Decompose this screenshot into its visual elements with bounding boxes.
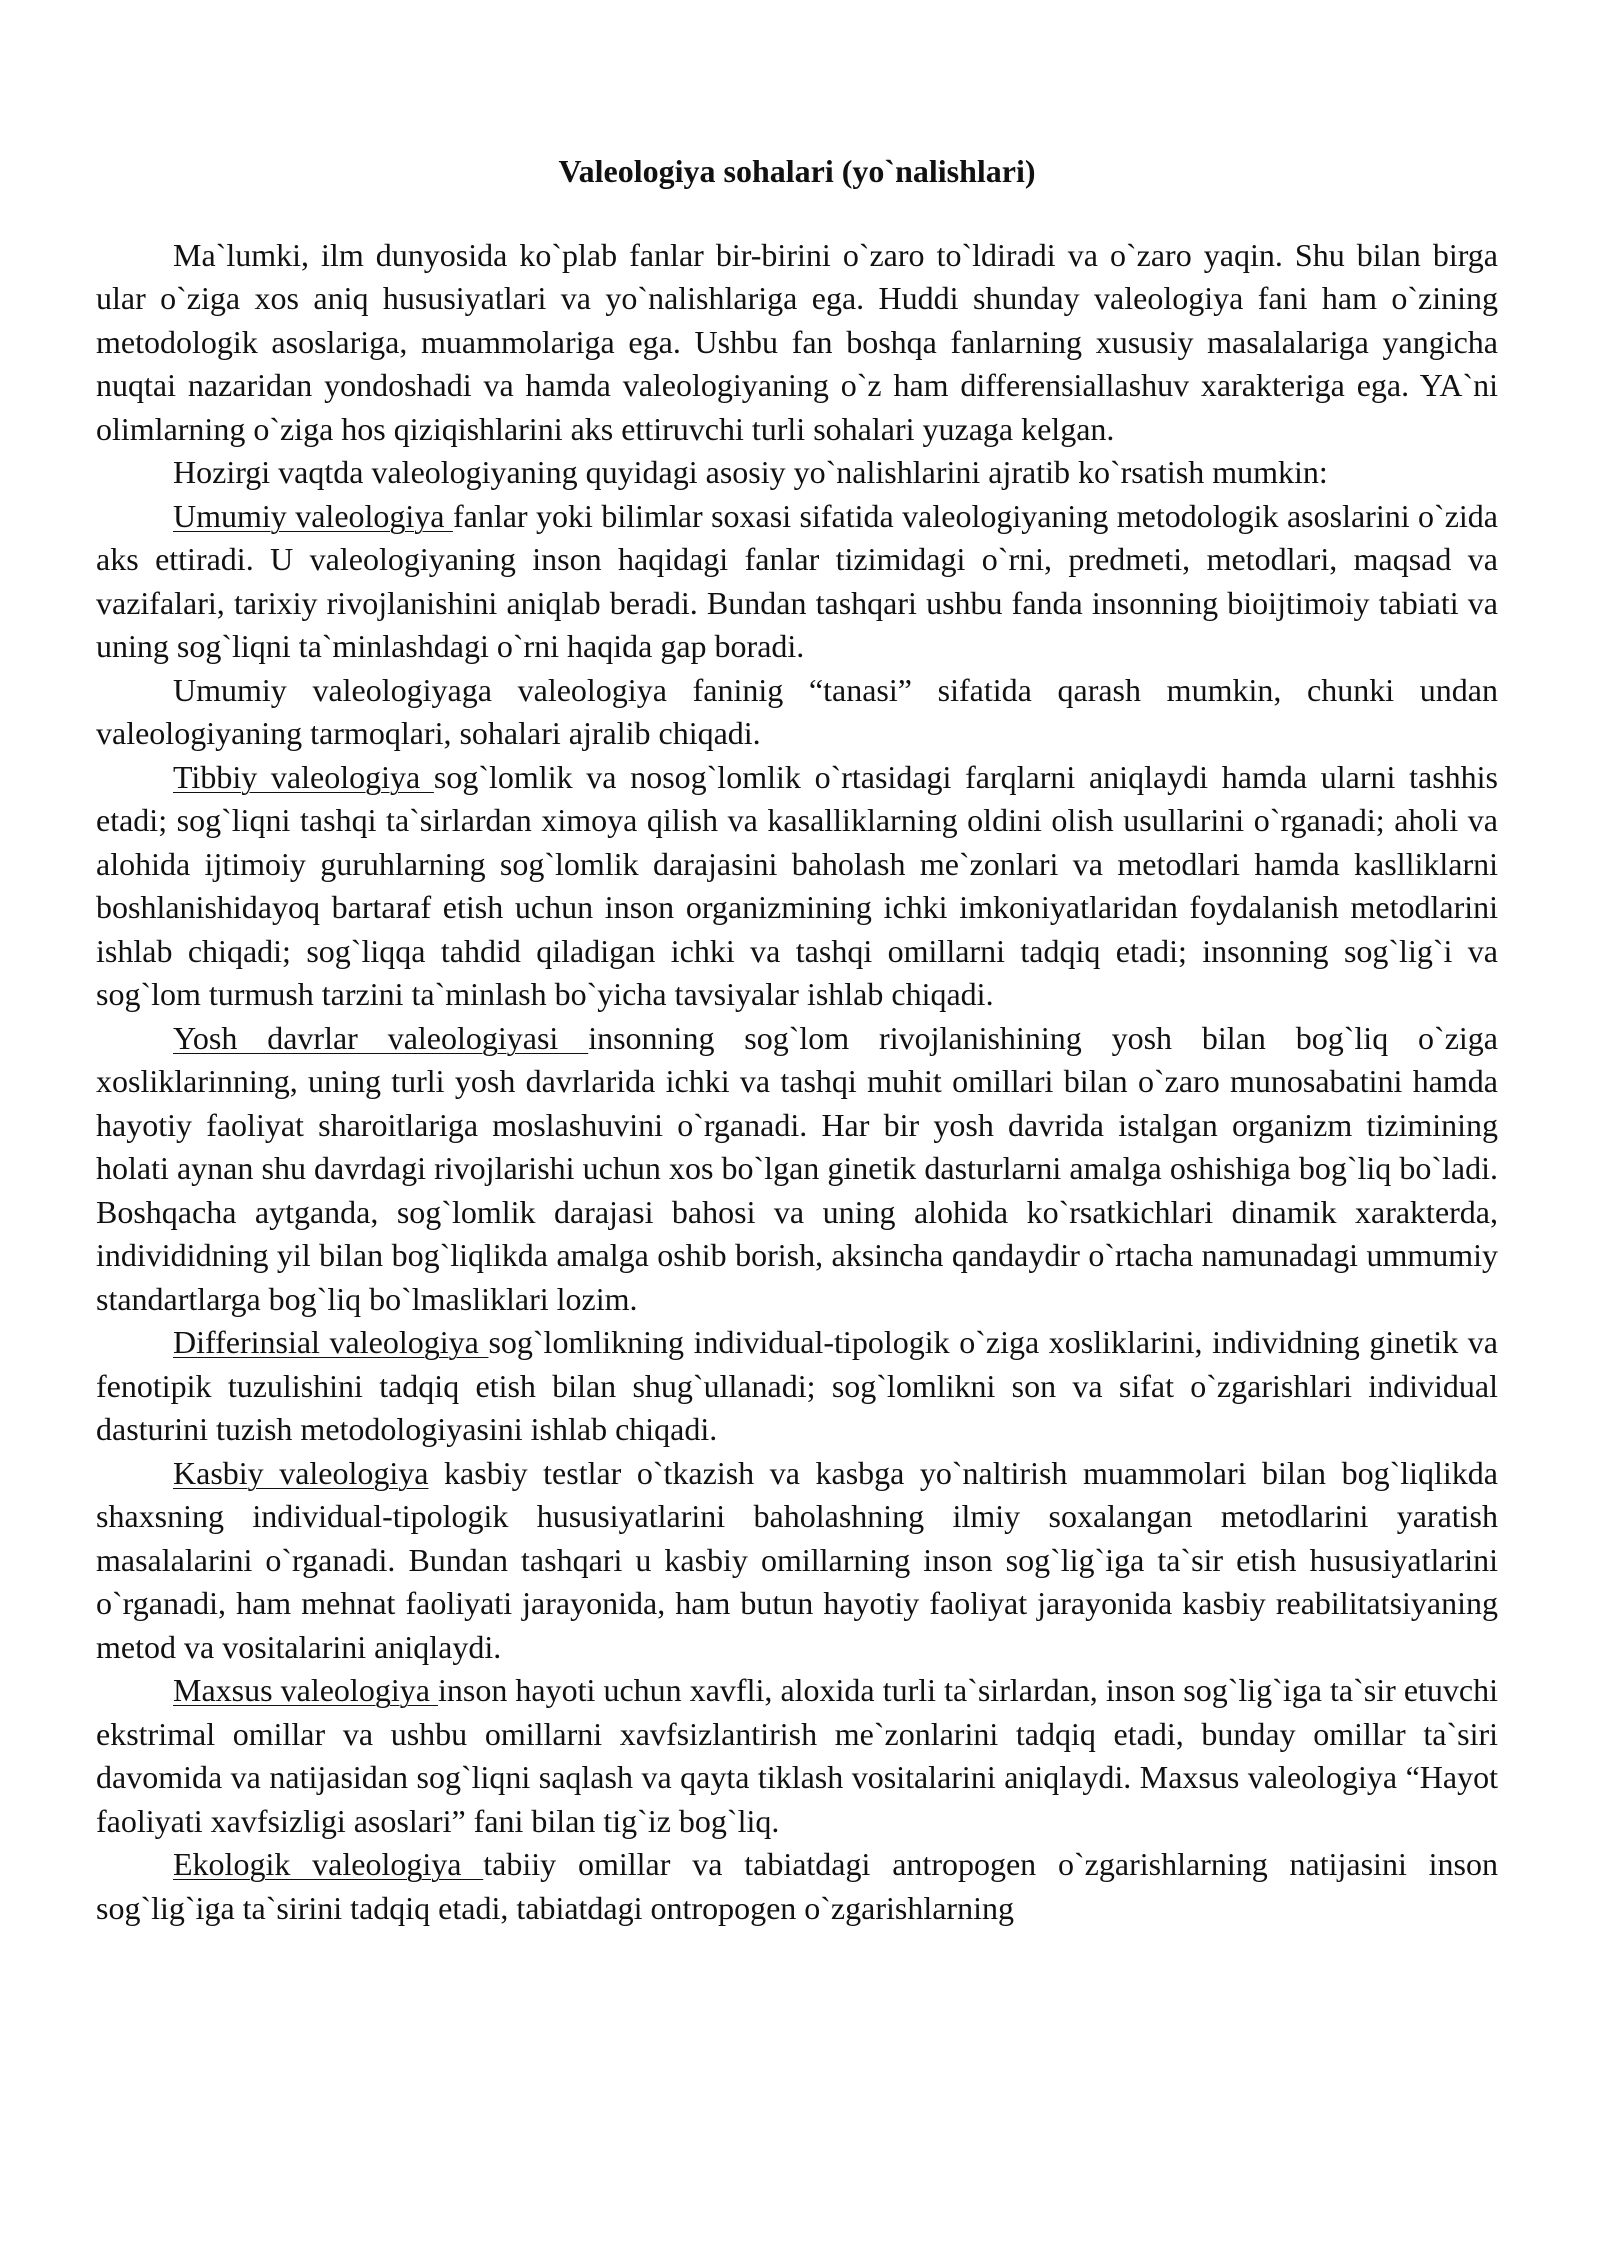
paragraph-text: Umumiy valeologiyaga valeologiya faninig “tanasi” sifatida qarash mumkin, chunki undan valeologiyaning tarmoqlari, sohalari ajralib chiqadi. [96,671,1498,751]
paragraph [96,756,1498,1017]
paragraph [96,1321,1498,1452]
paragraph [96,495,1498,669]
paragraph-text: fanlar yoki bilimlar soxasi sifatida valeologiyaning metodologik asoslarini o`zida aks ettiradi. U valeologiyaning inson haqidagi fanlar tizimidagi o`rni, predmeti, metodlari, maqsad va vazifalari, tarixiy rivojlanishini aniqlab beradi. Bundan tashqari ushbu fanda insonning bioijtimoiy tabiati va uning sog`liqni ta`minlashdagi o`rni haqida gap boradi. [96,497,1499,664]
paragraph-text: sog`lomlikning individual-tipologik o`ziga xosliklarini, individning ginetik va fenotipik tuzulishini tadqiq etish bilan shug`ullanadi; sog`lomlikni son va sifat o`zgarishlari individual dasturini tuzish metodologiyasini ishlab chiqadi. [96,1324,1499,1447]
paragraph-text: insonning sog`lom rivojlanishining yosh bilan bog`liq o`ziga xosliklarinning, uning turli yosh davrlarida ichki va tashqi muhit omillari bilan o`zaro munosabatini hamda hayotiy faoliyat sharoitlariga moslashuvini o`rganadi. Har bir yosh davrida istalgan organizm tizimining holati aynan shu davrdagi rivojlarishi uchun xos bo`lgan ginetik dasturlarni amalga oshishiga bog`liq bo`ladi. Boshqacha aytganda, sog`lomlik darajasi bahosi va uning alohida ko`rsatkichlari dinamik xarakterda, individidning yil bilan bog`liqlikda amalga oshib borish, aksincha qandaydir o`rtacha namunadagi ummumiy standartlarga bog`liq bo`lmasliklari lozim. [96,1019,1499,1317]
paragraph [96,1017,1498,1322]
paragraph-term: Umumiy valeologiya [173,497,453,534]
document-body [96,150,1498,1930]
paragraph-term: Maxsus valeologiya [173,1672,438,1708]
document-title: Valeologiya sohalari (yo`nalishlari) [558,153,1036,189]
paragraph [96,1843,1498,1930]
paragraph-text: Ma`lumki, ilm dunyosida ko`plab fanlar bir-birini o`zaro to`ldiradi va o`zaro yaqin. Shu bilan birga ular o`ziga xos aniq hususiyatlari va yo`nalishlariga ega. Huddi shunday valeologiya fani ham o`zining metodologik asoslariga, muammolariga ega. Ushbu fan boshqa fanlarning xususiy masalalariga yangicha nuqtai nazaridan yondoshadi va hamda valeologiyaning o`z ham differensiallashuv xarakteriga ega. YA`ni olimlarning o`ziga hos qiziqishlarini aks ettiruvchi turli sohalari yuzaga kelgan. [96,236,1498,447]
paragraph [96,234,1498,452]
paragraph-text: tabiiy omillar va tabiatdagi antropogen o`zgarishlarning natijasini inson sog`lig`iga ta`sirini tadqiq etadi, tabiatdagi ontropogen o`zgarishlarning [96,1846,1499,1926]
paragraph [96,1669,1498,1843]
paragraph-term: Differinsial valeologiya [173,1324,489,1360]
paragraph-term: Tibbiy valeologiya [173,758,434,795]
paragraph-text: inson hayoti uchun xavfli, aloxida turli ta`sirlardan, inson sog`lig`iga ta`sir etuvchi ekstrimal omillar va ushbu omillarni xavfsizlantirish me`zonlarini tadqiq etadi, bunday omillar ta`siri davomida va natijasidan sog`liqni saqlash va qayta tiklash vositalarini aniqlaydi. Maxsus valeologiya “Hayot faoliyati xavfsizligi asoslari” fani bilan tig`iz bog`liq. [96,1672,1498,1839]
paragraph-term: Kasbiy valeologiya [173,1454,429,1491]
paragraph-text: kasbiy testlar o`tkazish va kasbga yo`naltirish muammolari bilan bog`liqlikda shaxsning individual-tipologik hususiyatlarini baholashning ilmiy soxalangan metodlarini yaratish masalalarini o`rganadi. Bundan tashqari u kasbiy omillarning inson sog`lig`iga ta`sir etish hususiyatlarini o`rganadi, ham mehnat faoliyati jarayonida, ham butun hayotiy faoliyat jarayonida kasbiy reabilitatsiyaning metod va vositalarini aniqlaydi. [96,1454,1499,1665]
paragraph-text: sog`lomlik va nosog`lomlik o`rtasidagi farqlarni aniqlaydi hamda ularni tashhis etadi; sog`liqni tashqi ta`sirlardan ximoya qilish va kasalliklarning oldini olish usullarini o`rganadi; aholi va alohida ijtimoiy guruhlarning sog`lomlik darajasini baholash me`zonlari va metodlari hamda kaslliklarni boshlanishidayoq bartaraf etish uchun inson organizmining ichki imkoniyatlaridan foydalanish metodlarini ishlab chiqadi; sog`liqqa tahdid qiladigan ichki va tashqi omillarni tadqiq etadi; insonning sog`lig`i va sog`lom turmush tarzini ta`minlash bo`yicha tavsiyalar ishlab chiqadi. [96,758,1499,1012]
paragraph-text: Hozirgi vaqtda valeologiyaning quyidagi asosiy yo`nalishlarini ajratib ko`rsatish mumkin: [173,454,1328,490]
paragraph-term: Yosh davrlar valeologiyasi [173,1019,589,1056]
paragraph [96,1452,1498,1670]
paragraph-term: Ekologik valeologiya [173,1846,484,1882]
paragraph [96,669,1498,756]
paragraph [96,451,1498,495]
